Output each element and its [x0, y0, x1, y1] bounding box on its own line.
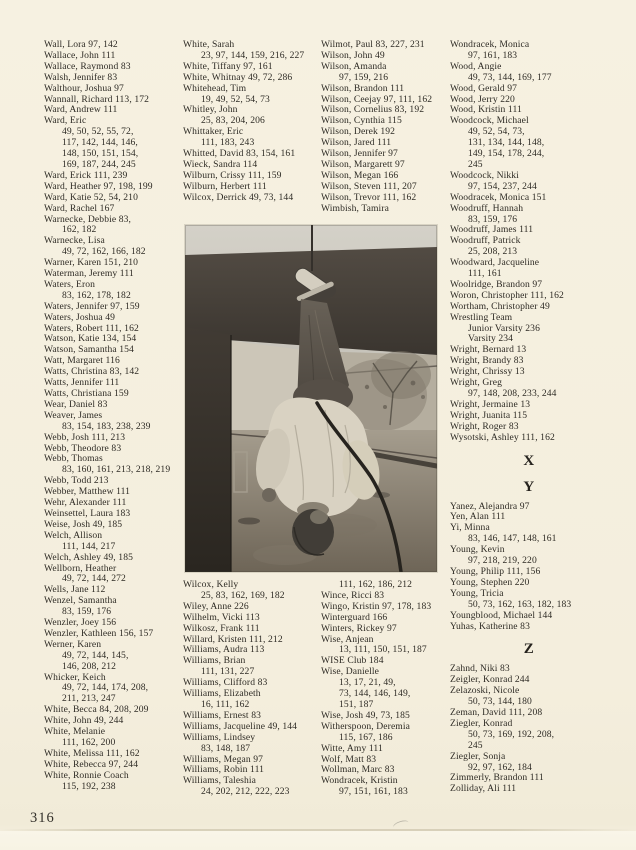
index-continuation-line: 19, 49, 52, 54, 73 — [201, 93, 270, 105]
index-entry: Webber, Matthew 111 — [44, 486, 131, 498]
index-column-3-top — [321, 40, 459, 215]
index-entry: Young, Tricia — [450, 587, 504, 599]
index-entry: White, Sarah — [183, 39, 235, 50]
index-entry: Williams, Jacqueline 49, 144 — [183, 720, 298, 732]
index-entry: Woodcock, Michael — [450, 115, 529, 127]
index-continuation-line: 83, 154, 183, 238, 239 — [62, 420, 151, 432]
index-entry: Woolridge, Brandon 97 — [450, 278, 543, 290]
index-entry: Wysotski, Ashley 111, 162 — [450, 431, 555, 443]
index-entry: Wood, Jerry 220 — [450, 93, 515, 105]
index-continuation-line: 97, 148, 208, 233, 244 — [468, 388, 557, 399]
index-entry: Williams, Robin 111 — [183, 764, 265, 776]
index-entry: Wince, Ricci 83 — [321, 589, 385, 601]
index-entry: Wood, Angie — [450, 60, 502, 72]
index-column-3-bottom — [321, 580, 463, 798]
index-column-1 — [44, 40, 184, 793]
index-entry: Wear, Daniel 83 — [44, 398, 108, 410]
index-entry: Williams, Audra 113 — [183, 644, 265, 656]
photo-illustration — [185, 225, 437, 572]
index-continuation-line: 23, 97, 144, 159, 216, 227 — [201, 49, 305, 61]
index-continuation-line: 92, 97, 162, 184 — [468, 761, 532, 773]
index-entry: Wortham, Christopher 49 — [450, 300, 550, 312]
index-entry: Whitehead, Tim — [183, 82, 247, 94]
index-entry: Wilson, Margarett 97 — [321, 158, 405, 170]
index-entry: Woodcock, Nikki — [450, 169, 519, 181]
index-entry: Wrestling Team — [450, 311, 513, 323]
index-entry: Williams, Brian — [183, 655, 246, 667]
index-entry: Waterman, Jeremy 111 — [44, 268, 134, 280]
index-continuation-line: 49, 72, 144, 174, 208, — [62, 682, 149, 694]
index-entry: Wilson, Jennifer 97 — [321, 148, 398, 160]
index-continuation-line: 111, 131, 227 — [201, 666, 255, 678]
index-entry: Webb, Theodore 83 — [44, 442, 122, 454]
index-column-4 — [450, 40, 608, 795]
index-entry: Webb, Todd 213 — [44, 475, 109, 487]
index-entry: Waters, Robert 111, 162 — [44, 322, 139, 334]
index-entry: Watson, Katie 134, 154 — [44, 333, 137, 345]
index-entry: Zelazoski, Nicole — [450, 685, 520, 697]
index-entry: Wilson, Cornelius 83, 192 — [321, 104, 425, 116]
index-continuation-line: 162, 182 — [62, 224, 97, 236]
index-entry: Woodward, Jacqueline — [450, 257, 540, 269]
index-entry: Wondracek, Monica — [450, 39, 530, 50]
index-entry: Watt, Margaret 116 — [44, 355, 120, 367]
index-entry: Wright, Juanita 115 — [450, 409, 528, 421]
index-entry: Werner, Karen — [44, 638, 102, 650]
index-entry: Ward, Eric — [44, 115, 87, 127]
index-continuation-line: 169, 187, 244, 245 — [62, 158, 136, 170]
index-continuation-line: 97, 218, 219, 220 — [468, 555, 537, 567]
index-continuation-line: 111, 183, 243 — [201, 137, 255, 149]
index-entry: Whicker, Keich — [44, 671, 106, 683]
index-continuation-line: 97, 161, 183 — [468, 49, 518, 61]
index-entry: Yuhas, Katherine 83 — [450, 620, 530, 632]
index-continuation-line: 115, 167, 186 — [339, 731, 393, 743]
section-header-z: Z — [523, 641, 535, 658]
index-entry: Ziegler, Sonja — [450, 750, 506, 762]
index-entry: Wiley, Anne 226 — [183, 600, 249, 612]
index-entry: Wilson, Brandon 111 — [321, 82, 405, 94]
index-entry: Watts, Christina 83, 142 — [44, 366, 140, 378]
index-entry: Ziegler, Konrad — [450, 717, 513, 729]
index-entry: Zeigler, Konrad 244 — [450, 674, 530, 686]
index-entry: Williams, Ernest 83 — [183, 709, 261, 721]
index-entry: Williams, Clifford 83 — [183, 677, 268, 689]
page-bottom-strip — [0, 831, 636, 850]
index-entry: Ward, Heather 97, 198, 199 — [44, 180, 153, 192]
index-continuation-line: 115, 192, 238 — [62, 780, 116, 792]
index-continuation-line: 73, 144, 146, 149, — [339, 688, 411, 700]
index-continuation-line: 49, 72, 144, 145, — [62, 649, 129, 661]
index-entry: Whittaker, Eric — [183, 126, 244, 138]
index-entry: Wolf, Matt 83 — [321, 753, 377, 765]
index-continuation-line: 149, 154, 178, 244, — [468, 148, 545, 160]
index-entry: Wilcox, Kelly — [183, 579, 239, 590]
index-entry: Wise, Danielle — [321, 666, 380, 678]
index-entry: Wright, Chrissy 13 — [450, 366, 525, 378]
index-entry: White, Whitnay 49, 72, 286 — [183, 71, 293, 83]
index-entry: Wilson, Jared 111 — [321, 137, 392, 149]
index-continuation-line: 50, 73, 162, 163, 182, 183 — [468, 598, 572, 610]
index-continuation-line: 83, 159, 176 — [468, 213, 518, 225]
index-entry: Woodruff, Hannah — [450, 202, 524, 214]
index-continuation-line: 245 — [468, 158, 483, 170]
index-continuation-line: 97, 151, 161, 183 — [339, 786, 408, 798]
index-entry: Wellborn, Heather — [44, 562, 117, 574]
index-entry: Willard, Kristen 111, 212 — [183, 633, 283, 645]
index-continuation-line: 13, 111, 150, 151, 187 — [339, 644, 427, 656]
index-entry: Ward, Andrew 111 — [44, 104, 118, 116]
index-entry: Weise, Josh 49, 185 — [44, 518, 123, 530]
index-entry: Young, Stephen 220 — [450, 576, 530, 588]
index-continuation-line: 49, 72, 144, 272 — [62, 573, 126, 585]
index-entry: Wieck, Sandra 114 — [183, 158, 258, 170]
index-entry: Wilhelm, Vicki 113 — [183, 611, 260, 623]
index-entry: Wallace, Raymond 83 — [44, 60, 131, 72]
index-entry: Walthour, Joshua 97 — [44, 82, 124, 94]
index-entry: Winterguard 166 — [321, 611, 388, 623]
index-entry: Wright, Greg — [450, 377, 502, 389]
index-entry: Woron, Christopher 111, 162 — [450, 289, 564, 301]
index-continuation-line: 16, 111, 162 — [201, 698, 250, 710]
index-entry: Warner, Karen 151, 210 — [44, 257, 139, 269]
index-entry: Wenzel, Samantha — [44, 595, 117, 607]
index-entry: Wilson, John 49 — [321, 49, 385, 61]
index-continuation-line: 50, 73, 169, 192, 208, — [468, 728, 555, 740]
index-entry: Wilson, Amanda — [321, 60, 387, 72]
index-entry: Webb, Thomas — [44, 453, 103, 465]
index-entry: Walsh, Jennifer 83 — [44, 71, 118, 83]
index-entry: Zeman, David 111, 208 — [450, 707, 543, 719]
index-entry: Wilcox, Derrick 49, 73, 144 — [183, 191, 294, 203]
index-continuation-line: 83, 148, 187 — [201, 742, 251, 754]
index-entry: White, John 49, 244 — [44, 715, 124, 727]
index-entry: Wimbish, Tamira — [321, 202, 389, 214]
index-continuation-line: 146, 208, 212 — [62, 660, 117, 672]
index-entry: Wingo, Kristin 97, 178, 183 — [321, 600, 432, 612]
index-entry: Whitted, David 83, 154, 161 — [183, 148, 296, 160]
index-entry: Ward, Rachel 167 — [44, 202, 115, 214]
index-entry: Woodruff, James 111 — [450, 224, 534, 236]
index-continuation-line: 49, 50, 52, 55, 72, — [62, 126, 134, 138]
index-continuation-line: 245 — [468, 739, 483, 751]
index-entry: Waters, Jennifer 97, 159 — [44, 300, 140, 312]
index-continuation-line: 50, 73, 144, 180 — [468, 696, 532, 708]
index-entry: Wallace, John 111 — [44, 49, 116, 61]
index-entry: Wilson, Steven 111, 207 — [321, 180, 417, 192]
index-continuation-line: 111, 144, 217 — [62, 540, 116, 552]
index-continuation-line: Junior Varsity 236 — [468, 322, 540, 334]
index-entry: Williams, Taleshia — [183, 775, 257, 787]
index-entry: Weaver, James — [44, 409, 103, 421]
index-entry: Wood, Kristin 111 — [450, 104, 522, 116]
index-entry: Wilburn, Crissy 111, 159 — [183, 169, 282, 181]
index-continuation-line: 111, 161 — [468, 268, 502, 280]
index-continuation-line: 83, 160, 161, 213, 218, 219 — [62, 464, 171, 476]
index-continuation-line: 151, 187 — [339, 698, 374, 710]
index-entry: Wright, Brandy 83 — [450, 355, 524, 367]
index-entry: Williams, Elizabeth — [183, 688, 261, 700]
index-entry: Webb, Josh 111, 213 — [44, 431, 126, 443]
index-entry: Watts, Jennifer 111 — [44, 377, 120, 389]
index-entry: White, Becca 84, 208, 209 — [44, 704, 149, 716]
index-entry: Wilson, Derek 192 — [321, 126, 396, 138]
index-entry: Wenzler, Kathleen 156, 157 — [44, 627, 154, 639]
index-entry: Waters, Joshua 49 — [44, 311, 116, 323]
index-entry: Wright, Roger 83 — [450, 420, 519, 432]
index-continuation-line: 83, 162, 178, 182 — [62, 289, 131, 301]
index-column-2-bottom — [183, 580, 331, 798]
index-entry: Young, Kevin — [450, 544, 505, 556]
index-continuation-line: 49, 72, 162, 166, 182 — [62, 246, 146, 258]
index-entry: Watson, Samantha 154 — [44, 344, 134, 356]
index-continuation-line: 49, 52, 54, 73, — [468, 126, 525, 138]
index-entry: Wright, Jermaine 13 — [450, 398, 531, 410]
index-continuation-line: 111, 162, 186, 212 — [339, 579, 413, 590]
index-entry: Yen, Alan 111 — [450, 511, 506, 523]
index-continuation-line: 117, 142, 144, 146, — [62, 137, 138, 149]
index-entry: Zolliday, Ali 111 — [450, 783, 517, 795]
index-column-2-top — [183, 40, 323, 204]
index-entry: Ward, Katie 52, 54, 210 — [44, 191, 138, 203]
index-entry: Woodruff, Patrick — [450, 235, 521, 247]
index-entry: Whitley, John — [183, 104, 238, 116]
index-entry: Weinsettel, Laura 183 — [44, 507, 131, 519]
index-entry: Williams, Lindsey — [183, 731, 256, 743]
index-entry: Wehr, Alexander 111 — [44, 497, 127, 509]
index-entry: Yi, Minna — [450, 522, 490, 534]
index-entry: Wondracek, Kristin — [321, 775, 398, 787]
index-entry: White, Tiffany 97, 161 — [183, 60, 273, 72]
index-continuation-line: 25, 83, 204, 206 — [201, 115, 265, 127]
index-entry: White, Melissa 111, 162 — [44, 747, 140, 759]
index-entry: Wannall, Richard 113, 172 — [44, 93, 150, 105]
index-entry: WISE Club 184 — [321, 655, 384, 667]
index-entry: Witte, Amy 111 — [321, 742, 383, 754]
index-entry: Wright, Bernard 13 — [450, 344, 527, 356]
index-entry: Wilson, Trevor 111, 162 — [321, 191, 417, 203]
index-entry: Wells, Jane 112 — [44, 584, 106, 596]
index-entry: Woodracek, Monica 151 — [450, 191, 547, 203]
index-entry: Yanez, Alejandra 97 — [450, 500, 530, 512]
index-entry: Wilson, Megan 166 — [321, 169, 399, 181]
index-continuation-line: 49, 73, 144, 169, 177 — [468, 71, 552, 83]
index-entry: Williams, Megan 97 — [183, 753, 264, 765]
index-entry: Welch, Ashley 49, 185 — [44, 551, 133, 563]
index-entry: Warnecke, Lisa — [44, 235, 105, 247]
index-continuation-line: 13, 17, 21, 49, — [339, 677, 396, 689]
page-number: 316 — [30, 810, 55, 826]
index-continuation-line: 83, 159, 176 — [62, 606, 112, 618]
index-entry: Waters, Eron — [44, 278, 96, 290]
index-continuation-line: 25, 83, 162, 169, 182 — [201, 589, 285, 601]
index-entry: Wenzler, Joey 156 — [44, 617, 117, 629]
index-entry: White, Rebecca 97, 244 — [44, 758, 139, 770]
index-continuation-line: 97, 154, 237, 244 — [468, 180, 537, 192]
index-entry: Welch, Allison — [44, 529, 103, 541]
index-continuation-line: 24, 202, 212, 222, 223 — [201, 786, 290, 798]
index-entry: Wise, Josh 49, 73, 185 — [321, 709, 410, 721]
index-entry: Wise, Anjean — [321, 633, 374, 645]
index-entry: White, Melanie — [44, 726, 106, 738]
section-header-x: X — [523, 452, 535, 469]
index-entry: Zimmerly, Brandon 111 — [450, 772, 544, 784]
index-continuation-line: 131, 134, 144, 148, — [468, 137, 545, 149]
index-entry: Wood, Gerald 97 — [450, 82, 518, 94]
index-entry: Wilmot, Paul 83, 227, 231 — [321, 39, 425, 50]
index-entry: Warnecke, Debbie 83, — [44, 213, 131, 225]
index-continuation-line: 148, 150, 151, 154, — [62, 148, 139, 160]
index-continuation-line: 97, 159, 216 — [339, 71, 389, 83]
index-entry: Watts, Christiana 159 — [44, 388, 129, 399]
index-entry: Wilkosz, Frank 111 — [183, 622, 260, 634]
index-entry: Wilson, Ceejay 97, 111, 162 — [321, 93, 433, 105]
index-continuation-line: 25, 208, 213 — [468, 246, 518, 258]
index-entry: Zahnd, Niki 83 — [450, 663, 510, 675]
index-continuation-line: 211, 213, 247 — [62, 693, 116, 705]
index-continuation-line: 111, 162, 200 — [62, 737, 116, 748]
index-entry: Wollman, Marc 83 — [321, 764, 395, 776]
index-entry: Winters, Rickey 97 — [321, 622, 397, 634]
section-header-y: Y — [523, 478, 535, 495]
index-entry: Wall, Lora 97, 142 — [44, 39, 118, 50]
index-entry: Wilburn, Herbert 111 — [183, 180, 267, 192]
index-entry: Ward, Erick 111, 239 — [44, 169, 128, 181]
index-entry: Witherspoon, Deremia — [321, 720, 410, 732]
index-entry: White, Ronnie Coach — [44, 769, 129, 781]
index-entry: Young, Philip 111, 156 — [450, 565, 541, 577]
index-entry: Youngblood, Michael 144 — [450, 609, 553, 621]
photo-student-hanging-upside-down — [185, 225, 437, 572]
index-entry: Wilson, Cynthia 115 — [321, 115, 402, 127]
index-continuation-line: Varsity 234 — [468, 333, 514, 345]
index-continuation-line: 83, 146, 147, 148, 161 — [468, 533, 557, 545]
